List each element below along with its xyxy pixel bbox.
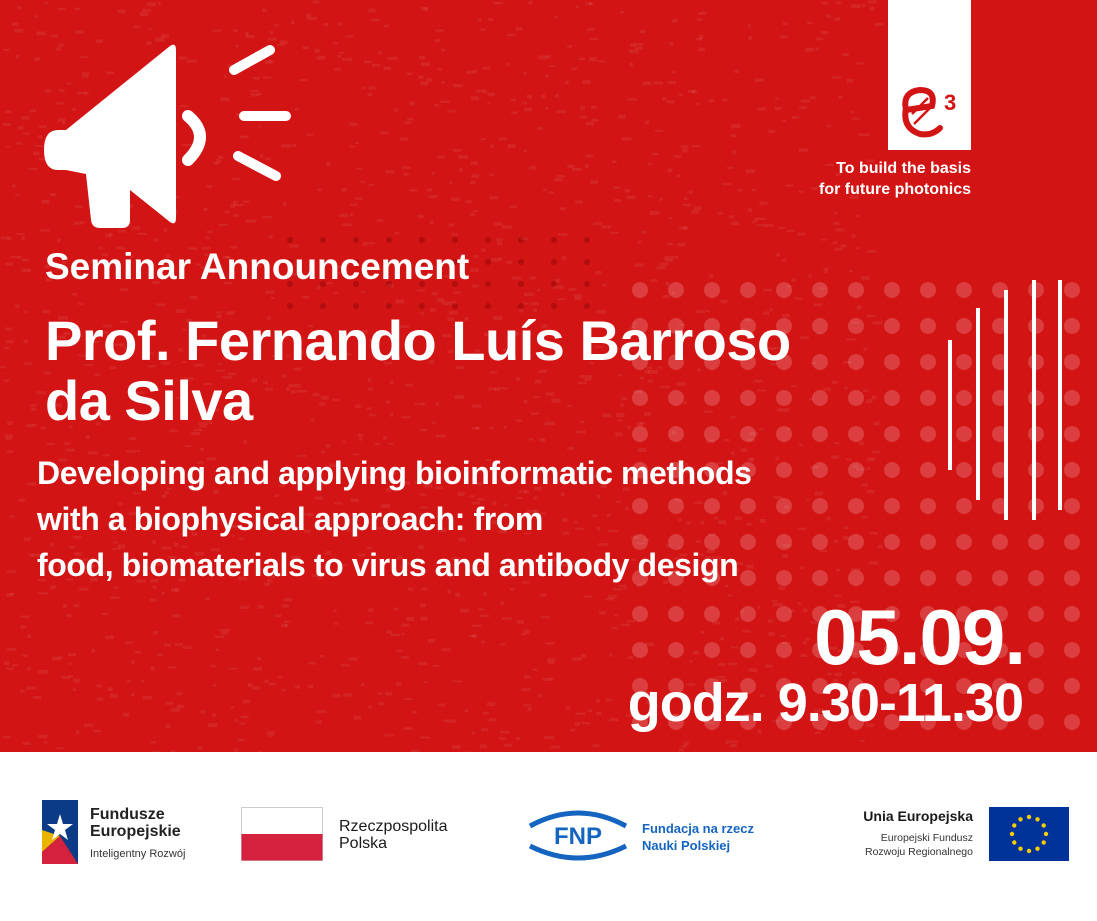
tagline-line1: To build the basis xyxy=(836,160,971,177)
fe-subtitle: Inteligentny Rozwój xyxy=(90,848,186,860)
funding-logos-footer xyxy=(0,752,1097,921)
eu-flag-icon xyxy=(989,807,1069,861)
topic-line: food, biomaterials to virus and antibody design xyxy=(37,547,739,583)
fe-title-line1: Fundusze xyxy=(90,806,165,823)
fundusze-europejskie-logo xyxy=(38,796,82,868)
brand-tagline xyxy=(819,158,971,200)
seminar-label: Seminar Announcement xyxy=(45,246,470,287)
fe-title xyxy=(90,806,181,840)
seminar-time: godz. 9.30-11.30 xyxy=(627,673,1023,733)
megaphone-icon xyxy=(38,36,298,236)
tagline-line2: for future photonics xyxy=(819,181,971,198)
fnp-title-line1: Fundacja na rzecz xyxy=(642,821,754,836)
topic-line: Developing and applying bioinformatic methods xyxy=(37,455,752,491)
eu-subtitle-line2: Rozwoju Regionalnego xyxy=(865,846,973,858)
eu-subtitle xyxy=(829,831,973,859)
polish-flag-icon xyxy=(241,807,323,861)
fnp-badge-text: FNP xyxy=(554,823,602,850)
e3-logo-mark xyxy=(888,0,971,150)
rp-title-line1: Rzeczpospolita xyxy=(339,818,448,835)
fe-title-line2: Europejskie xyxy=(90,823,181,840)
speaker-name-line2: da Silva xyxy=(45,369,253,432)
e3-logo xyxy=(888,0,971,150)
speaker-name-line1: Prof. Fernando Luís Barroso xyxy=(45,309,791,372)
e3-logo-sup: 3 xyxy=(944,90,957,115)
rp-title-line2: Polska xyxy=(339,835,388,852)
eu-subtitle-line1: Europejski Fundusz xyxy=(880,832,973,844)
fnp-title-line2: Nauki Polskiej xyxy=(642,838,731,853)
seminar-topic xyxy=(37,450,752,588)
seminar-date: 05.09. xyxy=(814,593,1025,681)
fnp-title xyxy=(642,820,754,854)
fnp-logo xyxy=(524,806,632,864)
topic-line: with a biophysical approach: from xyxy=(37,501,543,537)
rp-title xyxy=(339,818,448,852)
eu-title: Unia Europejska xyxy=(863,808,973,824)
vertical-lines-decoration xyxy=(940,280,1070,520)
